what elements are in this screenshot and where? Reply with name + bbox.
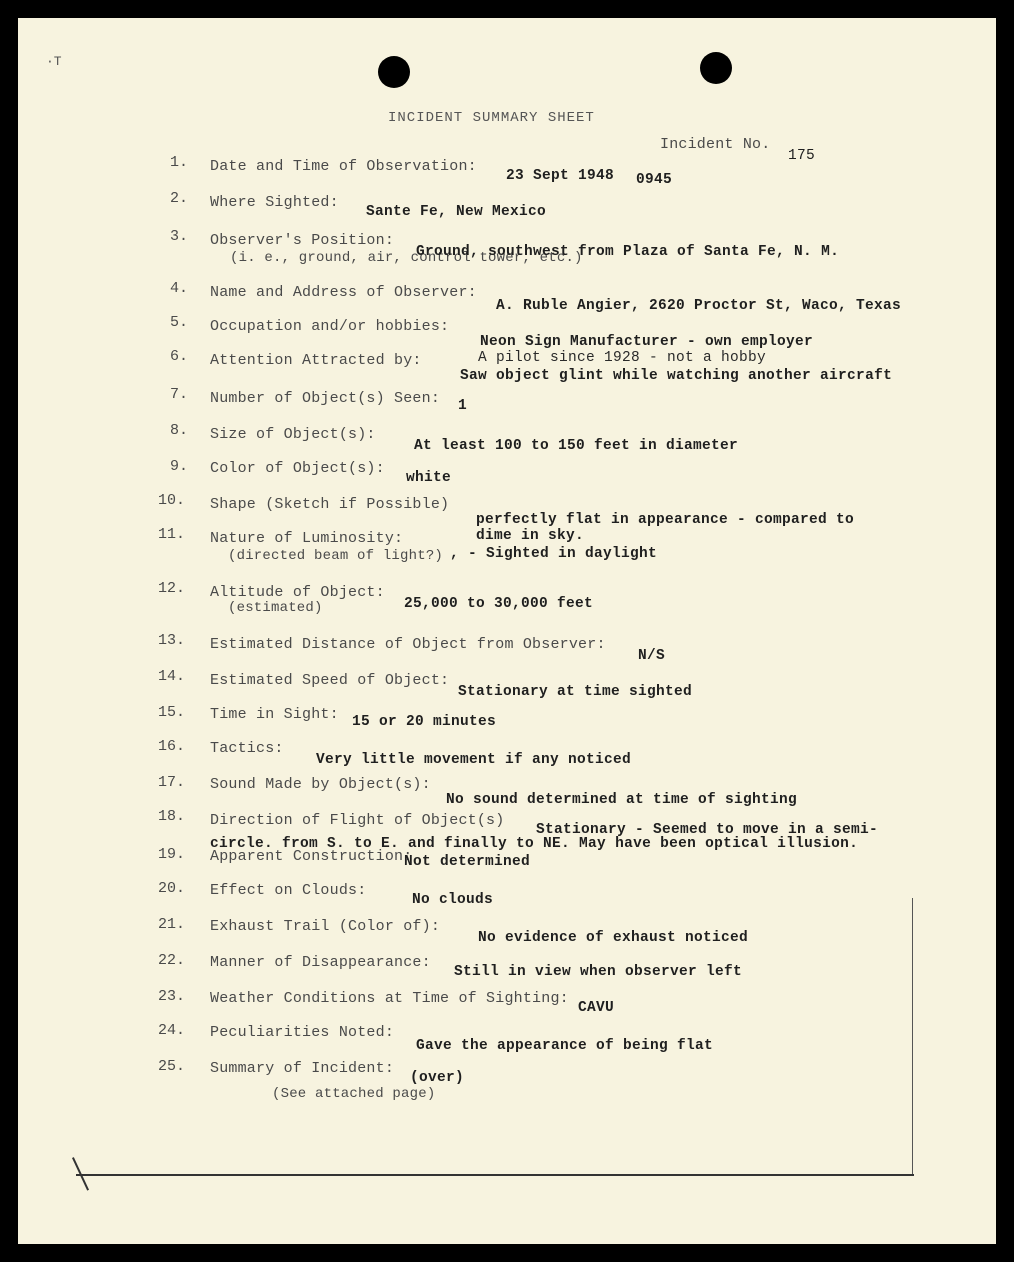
item-number: 2. <box>170 190 189 207</box>
field-value: 23 Sept 1948 <box>506 168 615 184</box>
incident-number-label: Incident No. <box>660 136 771 153</box>
item-number: 7. <box>170 386 189 403</box>
field-value-secondary: dime in sky. <box>476 528 585 544</box>
punch-hole-left <box>378 56 410 88</box>
item-number: 10. <box>158 492 186 509</box>
field-value: N/S <box>638 648 666 664</box>
field-label: Attention Attracted by: <box>210 352 422 369</box>
field-label: Exhaust Trail (Color of): <box>210 918 441 935</box>
field-value: white <box>406 470 452 486</box>
field-label: Effect on Clouds: <box>210 882 367 899</box>
item-number: 3. <box>170 228 189 245</box>
item-number: 17. <box>158 774 186 791</box>
item-number: 12. <box>158 580 186 597</box>
field-value: , - Sighted in daylight <box>450 546 658 562</box>
field-label: Direction of Flight of Object(s) <box>210 812 505 829</box>
field-value: Ground, southwest from Plaza of Santa Fe, N. M. <box>416 244 840 260</box>
field-value-secondary: A pilot since 1928 - not a hobby <box>478 350 767 366</box>
item-number: 23. <box>158 988 186 1005</box>
item-number: 1. <box>170 154 189 171</box>
field-label: Manner of Disappearance: <box>210 954 431 971</box>
field-value-secondary: circle. from S. to E. and finally to NE. May have been optical illusion. <box>210 836 859 852</box>
field-value: perfectly flat in appearance - compared to <box>476 512 855 528</box>
field-label: Time in Sight: <box>210 706 339 723</box>
item-number: 19. <box>158 846 186 863</box>
field-label: Date and Time of Observation: <box>210 158 477 175</box>
item-number: 22. <box>158 952 186 969</box>
field-sublabel: (estimated) <box>228 600 323 616</box>
field-value: 15 or 20 minutes <box>352 714 497 730</box>
field-label: Size of Object(s): <box>210 426 376 443</box>
corner-mark: ·T <box>46 54 62 69</box>
item-number: 6. <box>170 348 189 365</box>
field-label: Occupation and/or hobbies: <box>210 318 450 335</box>
item-number: 5. <box>170 314 189 331</box>
field-label: Number of Object(s) Seen: <box>210 390 441 407</box>
field-value: Neon Sign Manufacturer - own employer <box>480 334 814 350</box>
field-value: (over) <box>410 1070 465 1086</box>
punch-hole-right <box>700 52 732 84</box>
field-label: Apparent Construction: <box>210 848 413 865</box>
document-page <box>18 18 996 1244</box>
summary-box-right-border <box>912 898 913 1174</box>
item-number: 18. <box>158 808 186 825</box>
field-value: Gave the appearance of being flat <box>416 1038 714 1054</box>
field-label: Name and Address of Observer: <box>210 284 477 301</box>
item-number: 4. <box>170 280 189 297</box>
field-value: 1 <box>458 398 468 414</box>
item-number: 13. <box>158 632 186 649</box>
item-number: 15. <box>158 704 186 721</box>
field-label: Estimated Distance of Object from Observer: <box>210 636 606 653</box>
field-label: Nature of Luminosity: <box>210 530 404 547</box>
sheet-title: INCIDENT SUMMARY SHEET <box>388 110 595 126</box>
item-number: 14. <box>158 668 186 685</box>
field-label: Altitude of Object: <box>210 584 385 601</box>
summary-box-bottom-border <box>76 1174 914 1176</box>
item-number: 8. <box>170 422 189 439</box>
field-label: Shape (Sketch if Possible) <box>210 496 450 513</box>
field-value: 25,000 to 30,000 feet <box>404 596 594 612</box>
field-sublabel: (directed beam of light?) <box>228 548 444 564</box>
field-label: Peculiarities Noted: <box>210 1024 395 1041</box>
field-value: Saw object glint while watching another aircraft <box>460 368 893 384</box>
field-value: At least 100 to 150 feet in diameter <box>414 438 739 454</box>
item-number: 9. <box>170 458 189 475</box>
item-number: 20. <box>158 880 186 897</box>
field-label: Sound Made by Object(s): <box>210 776 431 793</box>
field-label: Tactics: <box>210 740 284 757</box>
field-value: Very little movement if any noticed <box>316 752 632 768</box>
field-sublabel: (See attached page) <box>272 1086 436 1102</box>
field-value: Not determined <box>404 854 531 870</box>
incident-number: 175 <box>788 148 816 164</box>
field-label: Where Sighted: <box>210 194 339 211</box>
item-number: 25. <box>158 1058 186 1075</box>
item-number: 21. <box>158 916 186 933</box>
field-value: CAVU <box>578 1000 615 1016</box>
item-number: 16. <box>158 738 186 755</box>
field-value: Stationary at time sighted <box>458 684 693 700</box>
field-label: Weather Conditions at Time of Sighting: <box>210 990 569 1007</box>
field-label: Observer's Position: <box>210 232 395 249</box>
field-value: No clouds <box>412 892 494 908</box>
field-label: Summary of Incident: <box>210 1060 395 1077</box>
field-sublabel: (i. e., ground, air, control tower, etc.) <box>230 250 583 266</box>
field-value: No evidence of exhaust noticed <box>478 930 749 946</box>
item-number: 11. <box>158 526 186 543</box>
item-number: 24. <box>158 1022 186 1039</box>
field-value: A. Ruble Angier, 2620 Proctor St, Waco, Texas <box>496 298 902 314</box>
field-value: Sante Fe, New Mexico <box>366 204 547 220</box>
field-value: Still in view when observer left <box>454 964 743 980</box>
field-value: Stationary - Seemed to move in a semi- <box>536 822 879 838</box>
field-label: Color of Object(s): <box>210 460 385 477</box>
field-value: No sound determined at time of sighting <box>446 792 798 808</box>
field-label: Estimated Speed of Object: <box>210 672 450 689</box>
field-value-secondary: 0945 <box>636 172 673 188</box>
